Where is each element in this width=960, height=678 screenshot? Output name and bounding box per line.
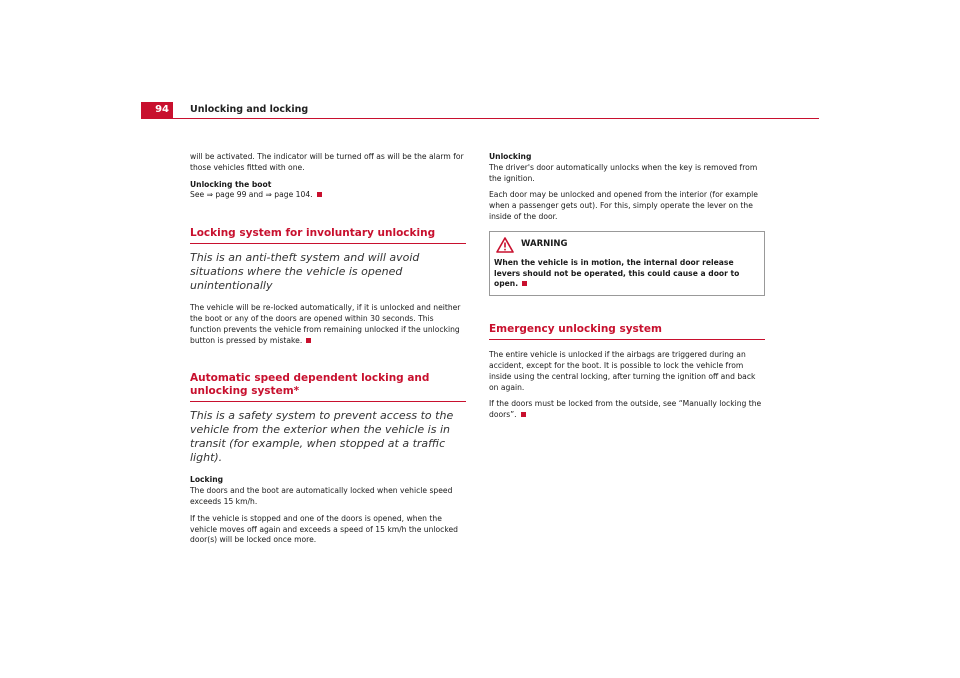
locking-paragraph-2: If the vehicle is stopped and one of the doors is opened, when the vehicle moves off again and exceeds a speed of 15 km/h the unlocked door(s) will be locked once more. [190, 513, 458, 545]
continuation-paragraph: will be activated. The indicator will be turned off as will be the alarm for those vehicles fitted with one. [190, 152, 464, 172]
boot-text: See ⇒ page 99 and ⇒ page 104. [190, 190, 313, 200]
unlocking-subheading: Unlocking [489, 152, 532, 161]
end-mark-icon [317, 192, 322, 197]
header-title: Unlocking and locking [190, 104, 309, 115]
involuntary-unlocking-paragraph [190, 303, 466, 346]
section-heading-involuntary-unlocking: Locking system for involuntary unlocking [190, 227, 466, 244]
header-rule [141, 118, 819, 119]
end-mark-icon [306, 338, 311, 343]
involuntary-unlocking-text: The vehicle will be re-locked automatically, if it is unlocked and neither the boot or any of the doors are opened within 30 seconds. This function prevents the vehicle from remaining unlocked if the unlocking button is pressed by mistake. [190, 303, 461, 345]
unlocking-paragraph-2: Each door may be unlocked and opened from the interior (for example when a passenger gets out). For this, simply operate the lever on the inside of the door. [489, 190, 758, 221]
end-mark-icon [522, 281, 527, 286]
right-column [489, 152, 765, 427]
warning-text: When the vehicle is in motion, the internal door release levers should not be operated, this could cause a door to open. [494, 257, 740, 289]
section-heading-emergency-unlocking: Emergency unlocking system [489, 323, 765, 340]
section-heading-speed-locking: Automatic speed dependent locking and unlocking system* [190, 372, 466, 402]
left-column [190, 152, 466, 552]
warning-paragraph [494, 258, 760, 290]
section-gap [190, 207, 466, 227]
section-gap [489, 296, 765, 323]
warning-box [489, 231, 765, 296]
warning-title: WARNING [521, 239, 568, 250]
section-gap [190, 352, 466, 372]
locking-paragraph-1: The doors and the boot are automatically locked when vehicle speed exceeds 15 km/h. [190, 486, 453, 506]
emergency-text-2: If the doors must be locked from the outside, see “Manually locking the doors”. [489, 399, 762, 420]
unlocking-paragraph-1: The driver's door automatically unlocks when the key is removed from the ignition. [489, 162, 758, 183]
locking-subheading: Locking [190, 475, 224, 485]
section-intro-speed-locking: This is a safety system to prevent access to the vehicle from the exterior when the vehicle is in transit (for example, when stopped at a traffic light). [190, 409, 454, 465]
warning-triangle-icon [496, 237, 514, 253]
boot-paragraph [190, 190, 466, 201]
boot-subheading: Unlocking the boot [190, 179, 272, 189]
emergency-paragraph-2 [489, 399, 765, 421]
emergency-paragraph-1: The entire vehicle is unlocked if the airbags are triggered during an accident, except for the boot. It is possible to lock the vehicle from inside using the central locking, after turning the ignition off and back on again. [489, 350, 756, 392]
end-mark-icon [521, 412, 526, 417]
section-intro-involuntary-unlocking: This is an anti-theft system and will avoid situations where the vehicle is opened unintentionally [190, 251, 420, 293]
page-number: 94 [141, 102, 173, 118]
heading-spacer [489, 340, 765, 350]
warning-header [494, 237, 760, 253]
